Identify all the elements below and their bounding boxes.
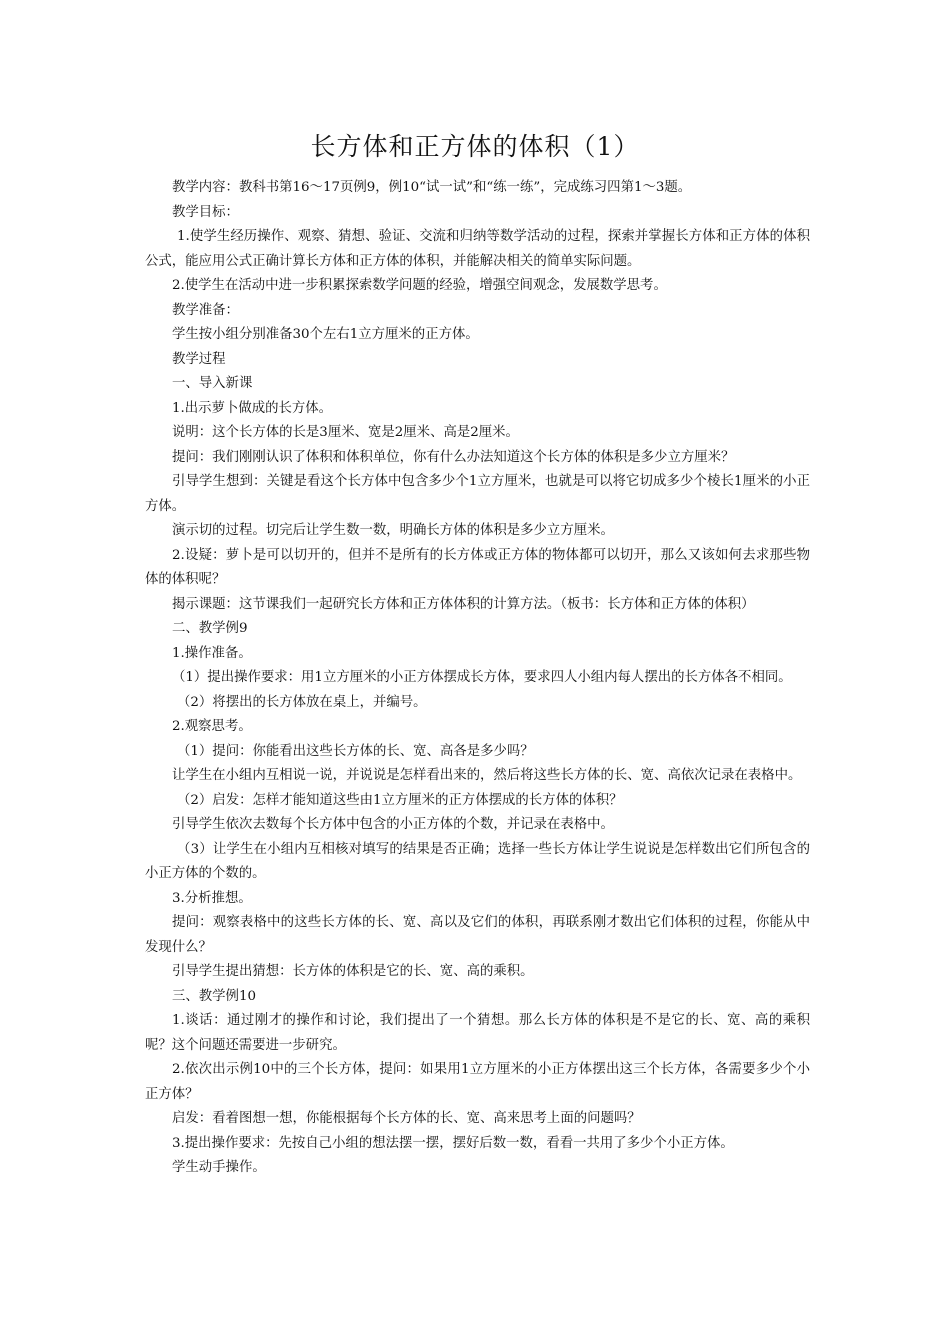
paragraph: 引导学生依次去数每个长方体中包含的小正方体的个数，并记录在表格中。 [172, 817, 614, 832]
paragraph: 让学生在小组内互相说一说，并说说是怎样看出来的，然后将这些长方体的长、宽、高依次记录在表格中。 [172, 768, 802, 783]
paragraph: 1.出示萝卜做成的长方体。 [172, 400, 333, 416]
paragraph: （2）启发：怎样才能知道这些由1立方厘米的正方体摆成的长方体的体积？ [177, 792, 623, 808]
document-body [145, 176, 810, 1181]
paragraph: 1.操作准备。 [172, 645, 252, 661]
paragraph: 3.分析推想。 [172, 890, 252, 906]
paragraph: 教学过程 [172, 351, 226, 367]
paragraph: 教学内容：教科书第16～17页例9，例10“试一试”和“练一练”，完成练习四第1～3题。 [172, 180, 692, 195]
document-title: 长方体和正方体的体积（1） [310, 132, 640, 161]
paragraph: 引导学生想到：关键是看这个长方体中包含多少个1立方厘米，也就是可以将它切成多少个棱长1厘米的小正方体。 [145, 474, 810, 514]
paragraph: 揭示课题：这节课我们一起研究长方体和正方体体积的计算方法。（板书：长方体和正方体的体积） [172, 596, 755, 612]
paragraph: 2.使学生在活动中进一步积累探索数学问题的经验，增强空间观念，发展数学思考。 [172, 278, 667, 293]
paragraph: 提问：观察表格中的这些长方体的长、宽、高以及它们的体积，再联系刚才数出它们体积的过程，你能从中发现什么？ [145, 915, 810, 955]
paragraph: 演示切的过程。切完后让学生数一数，明确长方体的体积是多少立方厘米。 [172, 523, 614, 538]
paragraph: 2.观察思考。 [172, 719, 252, 734]
paragraph: 说明：这个长方体的长是3厘米、宽是2厘米、高是2厘米。 [172, 425, 519, 440]
paragraph: 学生按小组分别准备30个左右1立方厘米的正方体。 [172, 327, 479, 342]
paragraph: 教学目标： [172, 204, 239, 220]
paragraph: （1）提出操作要求：用1立方厘米的小正方体摆成长方体，要求四人小组内每人摆出的长方体各不相同。 [172, 670, 792, 685]
paragraph: 启发：看着图想一想，你能根据每个长方体的长、宽、高来思考上面的问题吗？ [172, 1111, 641, 1126]
paragraph: 教学准备： [172, 302, 239, 318]
paragraph: 1.使学生经历操作、观察、猜想、验证、交流和归纳等数学活动的过程，探索并掌握长方体和正方体的体积公式，能应用公式正确计算长方体和正方体的体积，并能解决相关的简单实际问题。 [145, 229, 810, 269]
paragraph: 三、教学例10 [172, 988, 256, 1004]
paragraph: 2.设疑：萝卜是可以切开的，但并不是所有的长方体或正方体的物体都可以切开，那么又该如何去求那些物体的体积呢？ [145, 547, 810, 587]
paragraph: （1）提问：你能看出这些长方体的长、宽、高各是多少吗？ [177, 743, 534, 759]
paragraph: 2.依次出示例10中的三个长方体，提问：如果用1立方厘米的小正方体摆出这三个长方体，各需要多少个小正方体？ [145, 1062, 810, 1102]
paragraph: 提问：我们刚刚认识了体积和体积单位，你有什么办法知道这个长方体的体积是多少立方厘米？ [172, 449, 735, 465]
paragraph: 一、导入新课 [172, 376, 253, 391]
paragraph: 3.提出操作要求：先按自己小组的想法摆一摆，摆好后数一数，看看一共用了多少个小正方体。 [172, 1135, 734, 1151]
paragraph: 1.谈话：通过刚才的操作和讨论，我们提出了一个猜想。那么长方体的体积是不是它的长、宽、高的乘积呢？这个问题还需要进一步研究。 [145, 1013, 810, 1053]
paragraph: 二、教学例9 [172, 621, 248, 636]
paragraph: 学生动手操作。 [172, 1160, 266, 1175]
paragraph: （3）让学生在小组内互相核对填写的结果是否正确；选择一些长方体让学生说说是怎样数出它们所包含的小正方体的个数的。 [145, 841, 810, 881]
paragraph: 引导学生提出猜想：长方体的体积是它的长、宽、高的乘积。 [172, 964, 534, 979]
paragraph: （2）将摆出的长方体放在桌上，并编号。 [177, 694, 427, 710]
